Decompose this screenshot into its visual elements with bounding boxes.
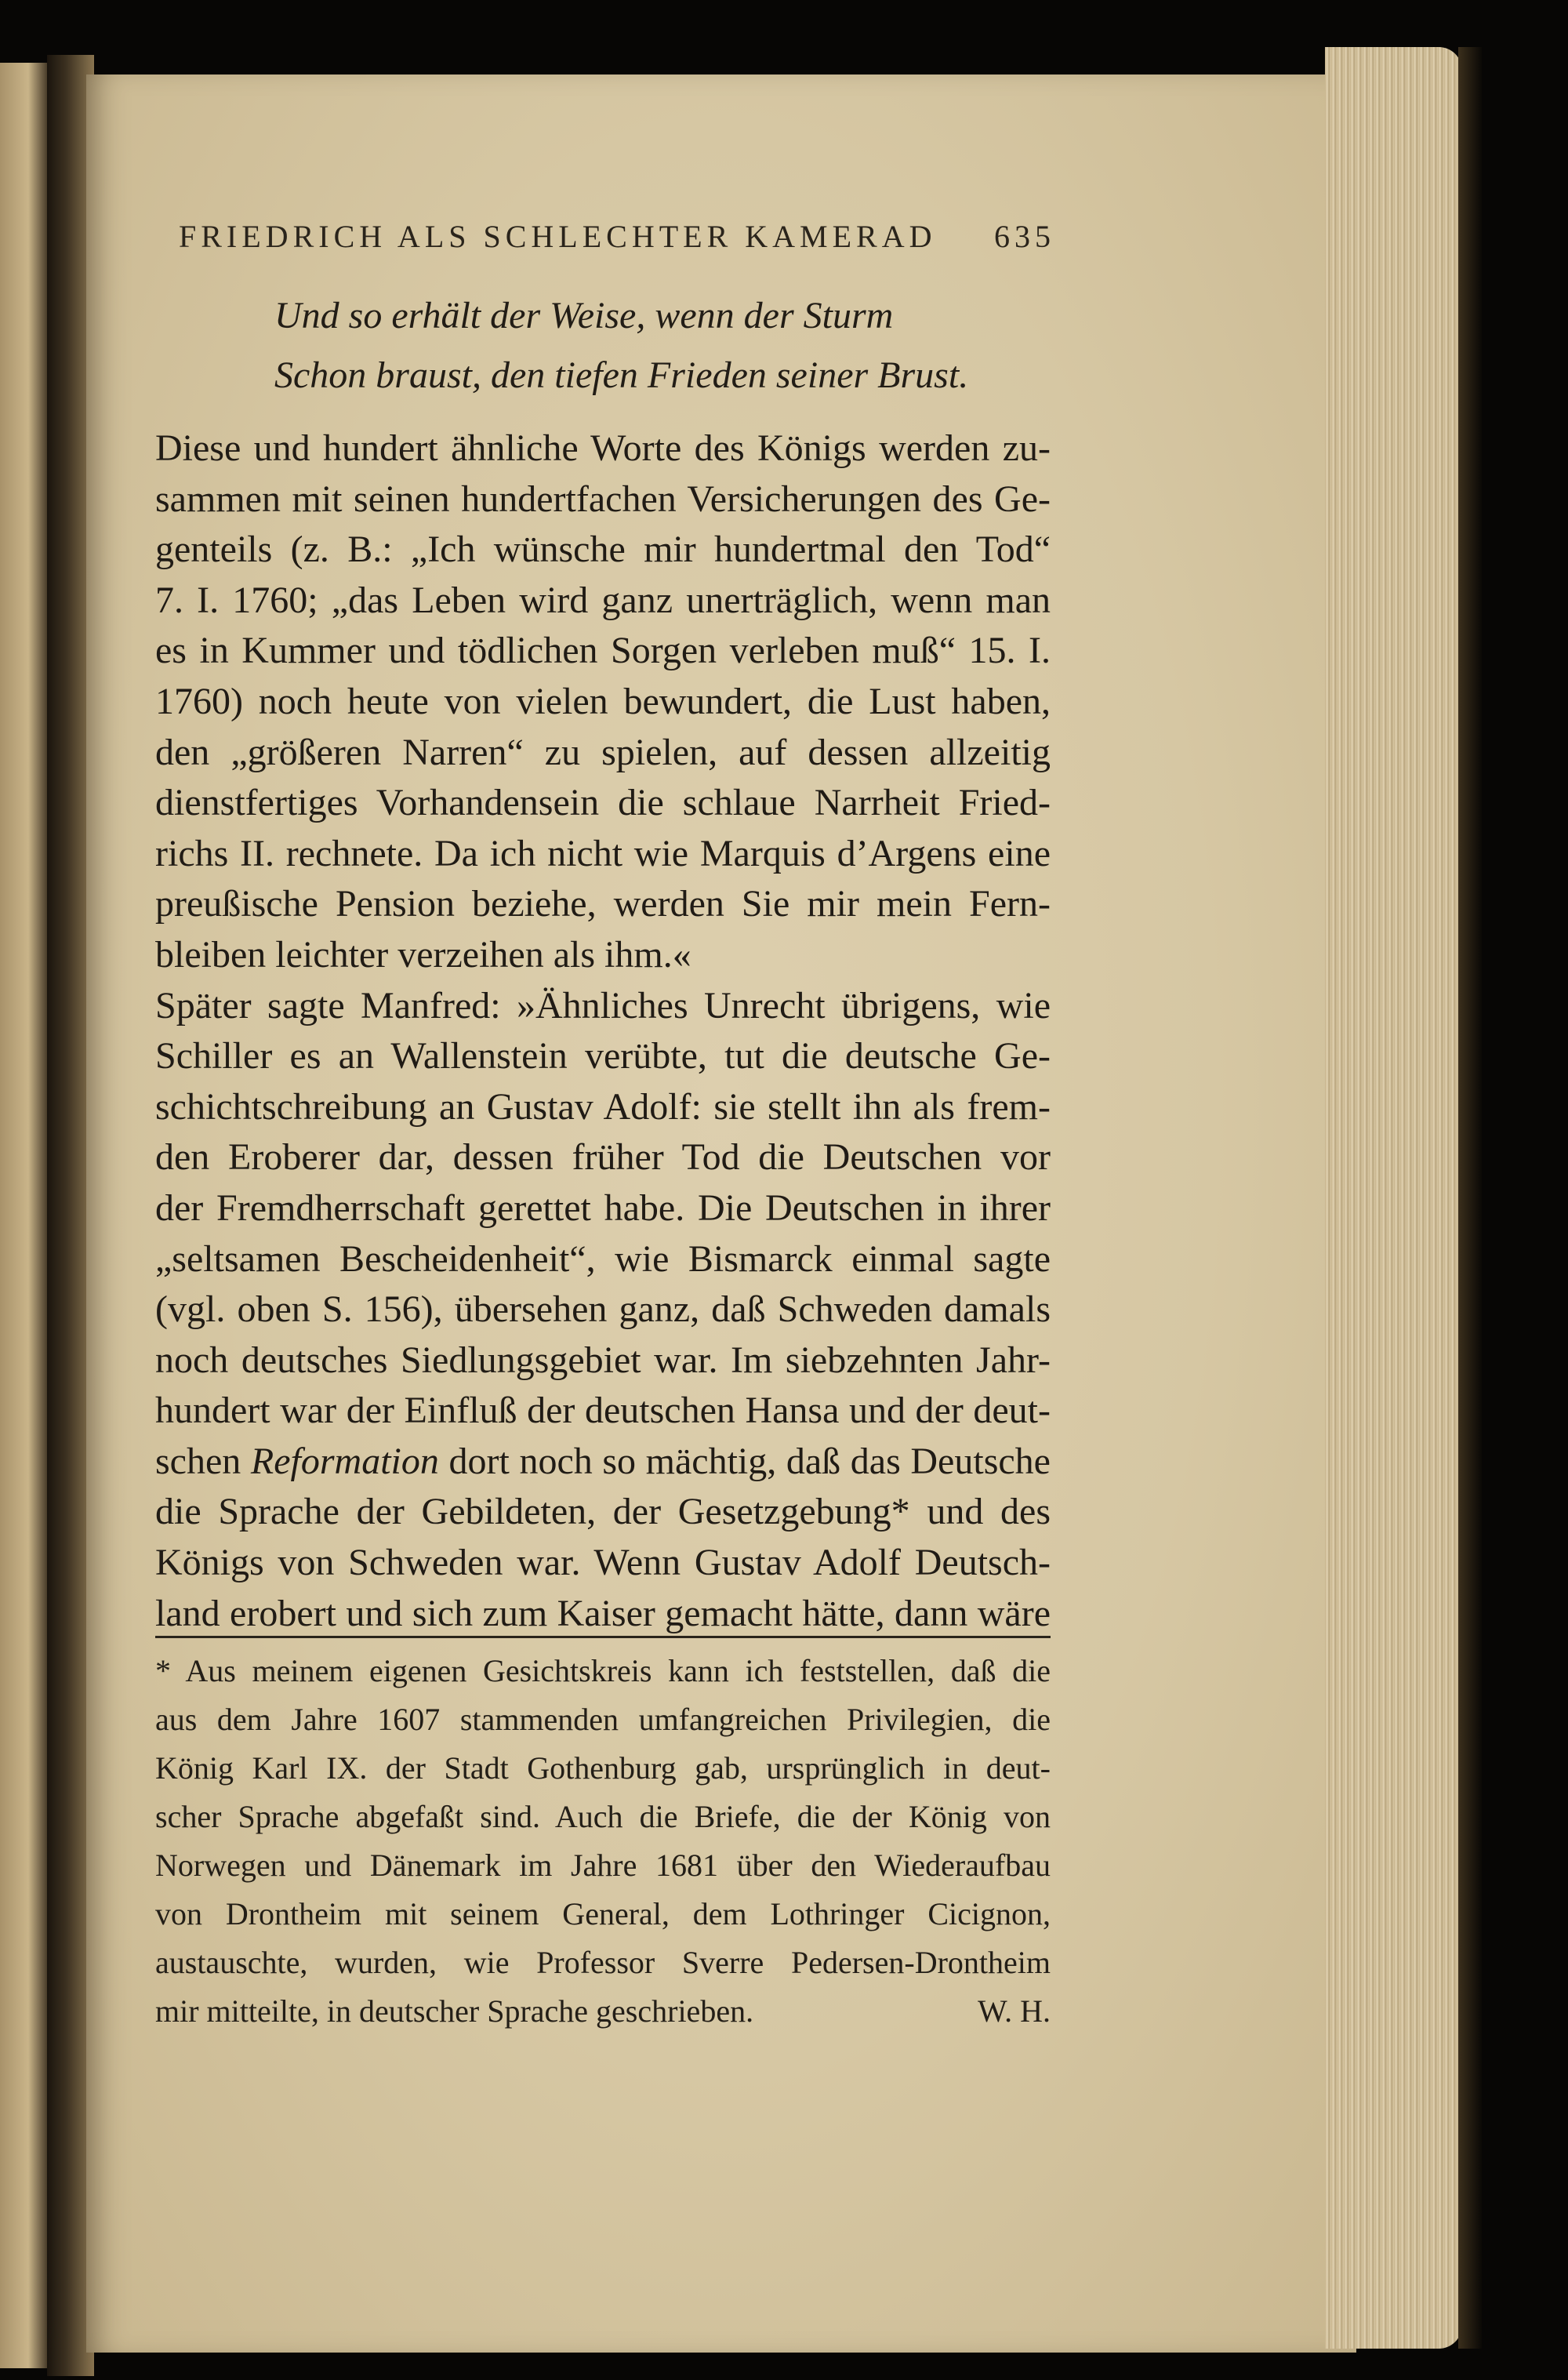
footnote-line: mir mitteilte, in deutscher Sprache geschrieben. [155, 1993, 754, 2029]
body-line: 1760) noch heute von vielen bewundert, die Lust haben, [155, 680, 1051, 722]
body-line: Königs von Schweden war. Wenn Gustav Adolf Deutsch- [155, 1542, 1051, 1584]
body-line: Diese und hundert ähnliche Worte des Königs werden zu- [155, 427, 1051, 469]
body-line: dienstfertiges Vorhandensein die schlaue Narrheit Fried- [155, 782, 1051, 824]
page-edges [1325, 47, 1462, 2349]
body-line: den Eroberer dar, dessen früher Tod die Deutschen vor [155, 1136, 1051, 1179]
body-line: Später sagte Manfred: »Ähnliches Unrecht übrigens, wie [155, 984, 1051, 1026]
body-line: hundert war der Einfluß der deutschen Hansa und der deut- [155, 1390, 1051, 1432]
body-line: (vgl. oben S. 156), übersehen ganz, daß Schweden damals [155, 1288, 1051, 1331]
italic-word: Reformation [250, 1440, 439, 1482]
body-line: land erobert und sich zum Kaiser gemacht hätte, dann wäre [155, 1592, 1051, 1634]
body-line: 7. I. 1760; „das Leben wird ganz unerträglich, wenn man [155, 579, 1051, 621]
footnote-line: König Karl IX. der Stadt Gothenburg gab, ursprünglich in deut- [155, 1750, 1051, 1786]
body-line: die Sprache der Gebildeten, der Gesetzgebung* und des [155, 1491, 1051, 1533]
footnote [155, 1647, 1051, 2036]
verse-line-2: Schon braust, den tiefen Frieden seiner Brust. [274, 354, 969, 396]
body-line: es in Kummer und tödlichen Sorgen verleben muß“ 15. I. [155, 630, 1051, 672]
body-line: bleiben leichter verzeihen als ihm.« [155, 933, 691, 976]
text-run: schen [155, 1440, 251, 1482]
body-line: schichtschreibung an Gustav Adolf: sie stellt ihn als frem- [155, 1085, 1051, 1128]
body-line: Schiller es an Wallenstein verübte, tut die deutsche Ge- [155, 1035, 1051, 1077]
footnote-line: Norwegen und Dänemark im Jahre 1681 über den Wiederaufbau [155, 1848, 1051, 1883]
body-text [155, 423, 1051, 1639]
verse-quote [274, 286, 968, 405]
footnote-line: von Drontheim mit seinem General, dem Lothringer Cicignon, [155, 1896, 1051, 1931]
footnote-line: scher Sprache abgefaßt sind. Auch die Briefe, die der König von [155, 1799, 1051, 1834]
running-header [179, 218, 1055, 255]
footnote-line: * Aus meinem eigenen Gesichtskreis kann ich feststellen, daß die [155, 1653, 1051, 1688]
footnote-signature: W. H. [978, 1993, 1051, 2029]
body-line: richs II. rechnete. Da ich nicht wie Marquis d’Argens eine [155, 832, 1051, 874]
running-title: FRIEDRICH ALS SCHLECHTER KAMERAD [179, 219, 937, 254]
facing-page-edge [0, 63, 47, 2368]
body-line-italic-mix [155, 1437, 1051, 1488]
body-line: noch deutsches Siedlungsgebiet war. Im siebzehnten Jahr- [155, 1339, 1051, 1381]
body-line: „seltsamen Bescheidenheit“, wie Bismarck einmal sagte [155, 1237, 1051, 1280]
body-line: genteils (z. B.: „Ich wünsche mir hundertmal den Tod“ [155, 529, 1051, 571]
text-run: dort noch so mächtig, daß das Deutsche [438, 1440, 1051, 1482]
footnote-rule [155, 1636, 1051, 1638]
body-line: sammen mit seinen hundertfachen Versicherungen des Ge- [155, 478, 1051, 520]
footnote-last-line [155, 1987, 1051, 2036]
body-line: den „größeren Narren“ zu spielen, auf dessen allzeitig [155, 731, 1051, 773]
footnote-line: austauschte, wurden, wie Professor Sverre Pedersen-Drontheim [155, 1945, 1051, 1980]
footnote-line: aus dem Jahre 1607 stammenden umfangreichen Privilegien, die [155, 1702, 1051, 1737]
body-line: preußische Pension beziehe, werden Sie mir mein Fern- [155, 883, 1051, 925]
body-line: der Fremdherrschaft gerettet habe. Die Deutschen in ihrer [155, 1186, 1051, 1229]
page-number: 635 [994, 219, 1055, 254]
verse-line-1: Und so erhält der Weise, wenn der Sturm [274, 295, 894, 336]
